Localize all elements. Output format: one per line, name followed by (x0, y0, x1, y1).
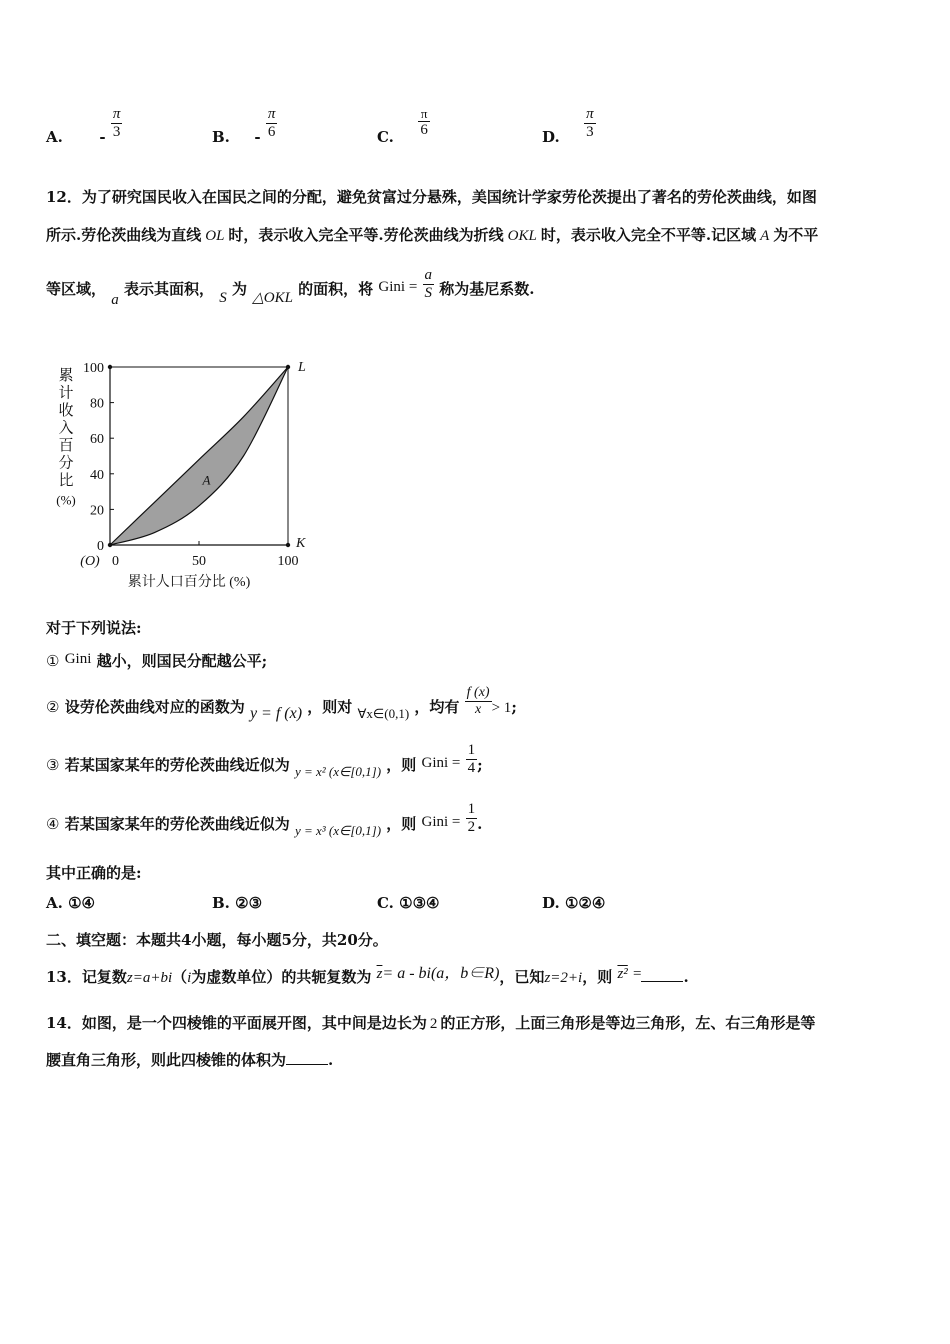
y-axis-label-char: 比 (58, 473, 74, 489)
text: 为虚数单位）的共轭复数为 (191, 968, 372, 986)
y-axis-label-char: 入 (58, 420, 74, 437)
point-k-label: K (296, 536, 306, 551)
math-function: y = x² (x∈[0,1]) (294, 764, 382, 779)
text: 时，表示收入完全平等.劳伦茨曲线为折线 (228, 226, 504, 244)
statement-3 (46, 742, 483, 779)
math-gt: > 1 (491, 700, 512, 716)
y-tick-label: 80 (90, 396, 104, 412)
frac-num: 1 (467, 801, 476, 817)
q12-option-c (377, 894, 439, 912)
math-function: y = f (x) (249, 705, 303, 722)
text: 所示.劳伦茨曲线为直线 (46, 226, 202, 244)
text: ，已知 (499, 968, 545, 986)
option-sign: - (254, 128, 261, 146)
circle-number: ① (46, 652, 60, 670)
y-tick-label: 100 (83, 361, 104, 376)
frac-num: π (418, 107, 430, 122)
q13 (46, 964, 689, 987)
gini-label: Gini (64, 651, 92, 667)
math-forall: ∀x∈(0,1) (357, 706, 410, 721)
frac-den: 2 (467, 818, 476, 835)
frac-num: f (x) (466, 685, 490, 701)
statement-1 (46, 650, 267, 671)
section-2-heading: 二、填空题：本题共4小题，每小题5分，共20分。 (46, 931, 388, 949)
y-tick-label: 40 (90, 467, 104, 483)
gini-fraction (466, 742, 478, 776)
text: 时，表示收入完全不平等.记区域 (540, 226, 757, 244)
q12-option-d (542, 894, 605, 912)
statements-heading: 对于下列说法: (46, 619, 142, 637)
math-z-squared: z² (617, 966, 628, 982)
math-ol: OL (205, 228, 225, 244)
text: 13．记复数 (46, 968, 127, 986)
text: 为 (231, 280, 247, 298)
frac-den: 6 (420, 122, 428, 139)
option-label: C. (377, 894, 394, 912)
option-fraction (266, 106, 278, 140)
math-okl: OKL (507, 228, 537, 244)
text: 等区域， (46, 280, 107, 298)
frac-num: π (112, 106, 121, 122)
option-value: ①②④ (564, 894, 606, 912)
y-axis-label-char: 累 (58, 368, 74, 384)
math-conj-z: $\overline{z}$ (376, 966, 383, 982)
y-axis-label-char: 分 (58, 455, 74, 472)
text: 称为基尼系数. (439, 280, 535, 298)
text: 若某国家某年的劳伦茨曲线近似为 (64, 815, 290, 833)
option-label: D. (542, 128, 560, 146)
option-value: ②③ (235, 894, 263, 912)
math-z-def: z=a+bi (126, 970, 173, 986)
frac-den: S (424, 284, 433, 301)
text: ，则 (582, 968, 613, 986)
text: ，则 (386, 815, 417, 833)
x-axis-label: 累计人口百分比 (%) (127, 575, 251, 590)
q14-line-1 (46, 1012, 815, 1033)
frac-den: 4 (467, 759, 476, 776)
lorenz-curve-chart (44, 350, 324, 600)
q12-option-b (212, 894, 262, 912)
inequality-region (110, 367, 288, 545)
q12-prompt: 其中正确的是: (46, 864, 142, 882)
option-label: C. (377, 128, 394, 146)
frac-den: 3 (586, 123, 594, 140)
math-eq: = (633, 966, 642, 982)
frac-num: a (424, 267, 433, 283)
answer-blank[interactable] (641, 967, 683, 982)
x-tick-label: 100 (277, 554, 299, 569)
option-value: ①③④ (399, 894, 440, 912)
text: 为不平 (773, 226, 819, 244)
statement-4 (46, 801, 483, 838)
option-label: B. (212, 894, 230, 912)
text: 若某国家某年的劳伦茨曲线近似为 (64, 756, 290, 774)
option-label: A. (46, 894, 63, 912)
text: 的面积，将 (298, 280, 374, 298)
option-label: B. (212, 128, 230, 146)
answer-blank[interactable] (286, 1050, 328, 1065)
q12-line-3 (46, 267, 535, 308)
circle-number: ③ (46, 756, 60, 774)
text: ; (511, 698, 517, 716)
frac-num: π (586, 106, 594, 122)
point-o-dot (108, 543, 112, 547)
text: ; (477, 756, 483, 774)
q11-option-a (46, 106, 122, 146)
text: ，则 (386, 756, 417, 774)
region-a-label: A (202, 472, 211, 488)
y-100-dot (108, 365, 112, 369)
q11-option-b (212, 106, 277, 146)
math-conj-def: = a - bi(a，b∈R) (382, 965, 500, 982)
point-l-label: L (298, 360, 306, 375)
y-tick-label: 20 (90, 503, 104, 519)
option-fraction (111, 106, 123, 140)
y-tick-label: 0 (97, 539, 104, 554)
text: ，则对 (307, 698, 353, 716)
q11-option-d (542, 106, 596, 146)
text: . (477, 815, 483, 833)
math-triangle: △OKL (252, 290, 293, 306)
math-two: 2 (429, 1016, 438, 1032)
q11-option-c (377, 106, 430, 146)
gini-fraction (466, 801, 478, 835)
frac-num: 1 (467, 742, 476, 758)
text: （ (172, 968, 188, 986)
y-axis-label-unit: (%) (56, 492, 76, 508)
text: 的正方形，上面三角形是等边三角形，左、右三角形是等 (440, 1014, 816, 1032)
x-tick-label: 0 (112, 554, 119, 569)
frac-num: π (267, 106, 276, 122)
q14-line-2 (46, 1049, 333, 1070)
text: 越小，则国民分配越公平; (96, 652, 268, 670)
gini-fraction (423, 267, 435, 301)
option-fraction (584, 106, 596, 140)
math-z-val: z=2+i (544, 970, 583, 986)
x-tick-label: 50 (192, 554, 206, 569)
option-fraction (418, 107, 430, 139)
ratio-fraction (465, 685, 492, 717)
q12-line-1: 12．为了研究国民收入在国民之间的分配，避免贫富过分悬殊，美国统计学家劳伦茨提出了著名的劳伦茨曲线，如图 (46, 188, 817, 206)
q12-line-2 (46, 224, 818, 245)
origin-label: (O) (80, 554, 100, 569)
q12-option-a (46, 894, 95, 912)
frac-den: 3 (112, 123, 121, 140)
text: . (328, 1051, 334, 1069)
text: 腰直角三角形，则此四棱锥的体积为 (46, 1051, 287, 1069)
frac-den: x (475, 701, 482, 717)
circle-number: ② (46, 698, 60, 716)
equality-curve (110, 367, 288, 545)
math-a: a (111, 292, 119, 308)
option-value: ①④ (68, 894, 96, 912)
math-a-region: A (760, 228, 770, 244)
gini-label: Gini = (378, 279, 418, 295)
y-axis-label-char: 百 (58, 438, 74, 454)
option-sign: - (99, 128, 106, 146)
text: 表示其面积， (123, 280, 214, 298)
circle-number: ④ (46, 815, 60, 833)
option-label: D. (542, 894, 560, 912)
math-s: S (219, 290, 227, 306)
y-tick-label: 60 (90, 432, 104, 448)
text: 14．如图，是一个四棱锥的平面展开图，其中间是边长为 (46, 1014, 427, 1032)
y-axis-label-char: 收 (58, 403, 74, 419)
y-axis-label-char: 计 (58, 385, 74, 402)
point-l-dot (286, 365, 290, 369)
statement-2 (46, 685, 517, 722)
text: ，均有 (414, 698, 460, 716)
math-i: i (187, 970, 192, 986)
text: . (683, 968, 689, 986)
gini-label: Gini = (421, 814, 461, 830)
lorenz-curve (110, 367, 288, 545)
option-label: A. (46, 128, 63, 146)
text: 设劳伦茨曲线对应的函数为 (64, 698, 245, 716)
gini-label: Gini = (421, 755, 461, 771)
frac-den: 6 (267, 123, 276, 140)
math-function: y = x³ (x∈[0,1]) (294, 823, 382, 838)
point-k-dot (286, 543, 290, 547)
